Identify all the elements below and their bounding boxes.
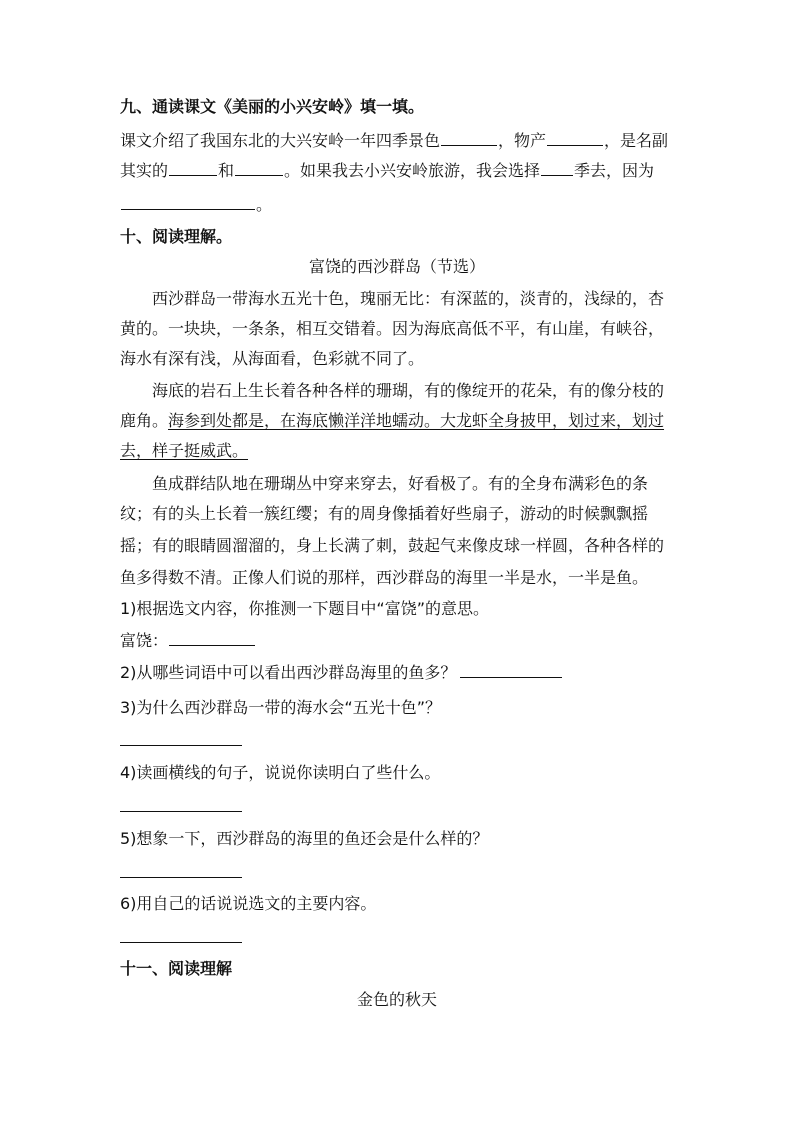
passage-title: 富饶的西沙群岛（节选） xyxy=(308,257,485,276)
question-1-label: 富饶： xyxy=(120,631,169,650)
paragraph-3-line-4: 鱼多得数不清。正像人们说的那样，西沙群岛的海里一半是水，一半是鱼。 xyxy=(120,568,649,587)
paragraph-3-line-1: 鱼成群结队地在珊瑚丛中穿来穿去，好看极了。有的全身布满彩色的条 xyxy=(152,474,649,493)
section-9-line-1-text-b: ，物产 xyxy=(498,131,547,150)
paragraph-3-line-2: 纹；有的头上长着一簇红缨；有的周身像插着好些扇子，游动的时候飘飘摇 xyxy=(120,504,649,523)
section-9-line-2-text-d: 季去，因为 xyxy=(574,161,655,180)
question-5-answer-line[interactable] xyxy=(120,877,242,878)
question-3-answer-line[interactable] xyxy=(120,745,242,746)
question-2-row xyxy=(120,662,563,684)
question-4: 4)读画横线的句子，说说你读明白了些什么。 xyxy=(120,763,441,782)
paragraph-2-line-1: 海底的岩石上生长着各种各样的珊瑚，有的像绽开的花朵，有的像分枝的 xyxy=(152,381,665,400)
scenery-blank[interactable] xyxy=(441,130,497,146)
underlined-sentence-part-1: 海参到处都是，在海底懒洋洋地蠕动。大龙虾全身披甲，划过来，划过 xyxy=(168,411,665,430)
section-9-line-2-text-b: 和 xyxy=(218,161,235,180)
section-9-line-1 xyxy=(120,130,668,152)
question-1-answer-row xyxy=(120,630,256,652)
paragraph-1-line-3: 海水有深有浅，从海面看，色彩就不同了。 xyxy=(120,349,425,368)
fill-blank-1[interactable] xyxy=(169,160,217,176)
question-3: 3)为什么西沙群岛一带的海水会“五光十色”？ xyxy=(120,698,442,717)
section-9-line-1-text-c: ，是名副 xyxy=(604,131,669,150)
question-1-answer-blank[interactable] xyxy=(169,630,255,646)
paragraph-2-line-2 xyxy=(120,410,664,432)
section-9-line-1-text-a: 课文介绍了我国东北的大兴安岭一年四季景色 xyxy=(120,131,441,150)
question-2: 2)从哪些词语中可以看出西沙群岛海里的鱼多？ xyxy=(120,663,457,682)
paragraph-2-plain-text: 鹿角。 xyxy=(120,411,169,430)
reason-blank[interactable] xyxy=(121,194,255,210)
question-1: 1)根据选文内容，你推测一下题目中“富饶”的意思。 xyxy=(120,599,490,618)
section-9-line-2 xyxy=(120,160,654,182)
fill-blank-2[interactable] xyxy=(235,160,283,176)
question-5: 5)想象一下，西沙群岛的海里的鱼还会是什么样的？ xyxy=(120,829,489,848)
paragraph-1-line-1: 西沙群岛一带海水五光十色，瑰丽无比：有深蓝的，淡青的，浅绿的，杏 xyxy=(152,289,665,308)
section-9-line-2-text-c: 。如果我去小兴安岭旅游，我会选择 xyxy=(284,161,541,180)
underlined-sentence-part-2: 去，样子挺威武。 xyxy=(120,441,249,460)
question-2-answer-blank[interactable] xyxy=(460,662,562,678)
section-10-title: 十、阅读理解。 xyxy=(120,227,233,246)
question-6: 6)用自己的话说说选文的主要内容。 xyxy=(120,894,377,913)
products-blank[interactable] xyxy=(547,130,603,146)
question-6-answer-line[interactable] xyxy=(120,942,242,943)
paragraph-1-line-2: 黄的。一块块，一条条，相互交错着。因为海底高低不平，有山崖，有峡谷， xyxy=(120,319,665,338)
season-blank[interactable] xyxy=(541,160,573,176)
question-4-answer-line[interactable] xyxy=(120,811,242,812)
section-9-line-3 xyxy=(120,194,272,216)
section-9-title: 九、通读课文《美丽的小兴安岭》填一填。 xyxy=(120,97,425,116)
section-11-passage-title: 金色的秋天 xyxy=(356,990,437,1009)
section-9-line-3-end: 。 xyxy=(256,195,273,214)
section-11-title: 十一、阅读理解 xyxy=(120,959,233,978)
paragraph-3-line-3: 摇；有的眼睛圆溜溜的，身上长满了刺，鼓起气来像皮球一样圆，各种各样的 xyxy=(120,536,665,555)
section-9-line-2-text-a: 其实的 xyxy=(120,161,169,180)
